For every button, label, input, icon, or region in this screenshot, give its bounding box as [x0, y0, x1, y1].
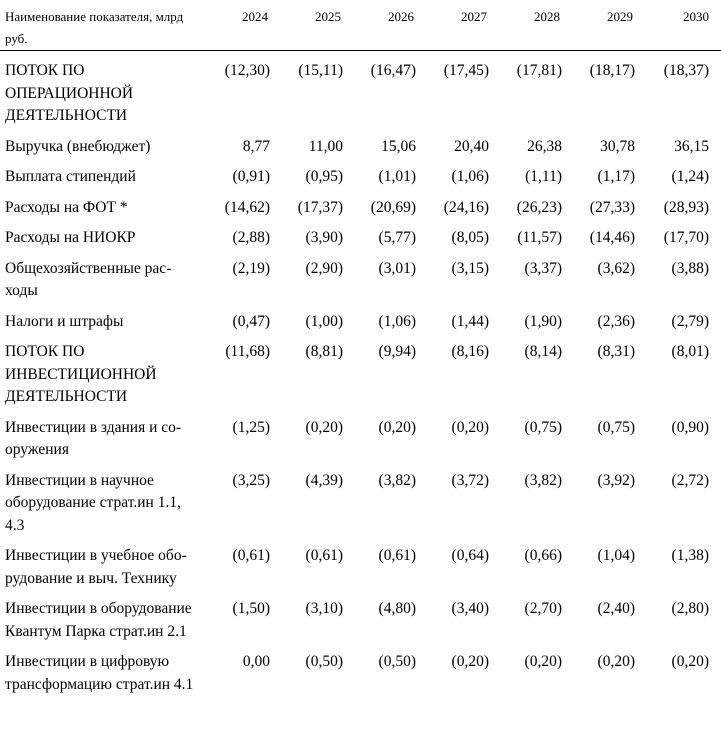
row-label: Инвестиции в учебное оборудование и выч. Технику — [5, 547, 187, 587]
value-cell-2024: (1,50) — [232, 600, 270, 617]
table-row — [0, 258, 721, 311]
value-cell-2028: 26,38 — [527, 137, 562, 155]
table-row — [0, 651, 721, 704]
value-cell-2029: 30,78 — [600, 137, 635, 155]
value-cell-2030: (1,24) — [671, 168, 709, 185]
value-cell-2029: (18,17) — [589, 62, 635, 79]
row-label: Инвестиции в цифровую трансформацию страт.ин 4.1 — [5, 653, 194, 693]
value-cell-2029: (0,20) — [597, 653, 635, 670]
row-label: Выручка (внебюджет) — [5, 137, 151, 155]
value-cell-2026: (1,01) — [378, 168, 416, 185]
table-row — [0, 470, 721, 546]
value-cell-2024: (14,62) — [224, 198, 270, 216]
value-cell-2030: (0,90) — [671, 418, 709, 436]
value-cell-2025: (1,00) — [305, 312, 343, 330]
value-cell-2028: (0,75) — [524, 418, 562, 436]
value-cell-2029: (1,17) — [597, 168, 635, 185]
value-cell-2028: (2,70) — [524, 600, 562, 617]
row-label: Общехозяйственные расходы — [5, 259, 172, 299]
table-row — [0, 311, 721, 342]
value-cell-2026: (20,69) — [370, 198, 416, 216]
value-cell-2024: (12,30) — [224, 62, 270, 79]
value-cell-2026: (3,01) — [378, 259, 416, 277]
row-label: Выплата стипендий — [5, 168, 136, 185]
value-cell-2028: (0,20) — [524, 653, 562, 670]
value-cell-2027: (1,44) — [451, 312, 489, 330]
value-cell-2024: (0,91) — [232, 168, 270, 185]
row-label: ПОТОК ПО ИНВЕСТИЦИОННОЙ ДЕЯТЕЛЬНОСТИ — [5, 343, 157, 405]
indicator-name-header: Наименование показателя, млрд руб. — [0, 0, 207, 51]
year-header-2027: 2027 — [426, 0, 499, 51]
value-cell-2030: (8,01) — [671, 343, 709, 360]
value-cell-2024: (2,88) — [232, 229, 270, 246]
table-row — [0, 166, 721, 197]
value-cell-2030: (17,70) — [663, 229, 709, 246]
year-header-2029: 2029 — [572, 0, 645, 51]
value-cell-2024: (2,19) — [232, 259, 270, 277]
value-cell-2028: (3,37) — [524, 259, 562, 277]
row-label: Инвестиции в здания и сооружения — [5, 418, 182, 458]
value-cell-2027: (24,16) — [443, 198, 489, 216]
value-cell-2026: 15,06 — [381, 137, 416, 155]
value-cell-2029: (3,92) — [597, 471, 635, 489]
table-row — [0, 197, 721, 228]
value-cell-2026: (4,80) — [378, 600, 416, 617]
value-cell-2024: (0,61) — [232, 547, 270, 564]
value-cell-2028: (1,11) — [525, 168, 562, 185]
value-cell-2029: (3,62) — [597, 259, 635, 277]
value-cell-2029: (2,40) — [597, 600, 635, 617]
value-cell-2027: (3,72) — [451, 471, 489, 489]
value-cell-2026: (0,20) — [378, 418, 416, 436]
year-header-2026: 2026 — [353, 0, 426, 51]
year-header-2024: 2024 — [207, 0, 280, 51]
value-cell-2028: (26,23) — [516, 198, 562, 216]
value-cell-2025: (0,20) — [305, 418, 343, 436]
value-cell-2030: (2,80) — [671, 600, 709, 617]
value-cell-2030: (18,37) — [663, 62, 709, 79]
value-cell-2026: (5,77) — [378, 229, 416, 246]
value-cell-2025: (8,81) — [305, 343, 343, 360]
value-cell-2028: (17,81) — [516, 62, 562, 79]
table-row — [0, 136, 721, 167]
value-cell-2025: (0,50) — [305, 653, 343, 670]
value-cell-2030: (28,93) — [663, 198, 709, 216]
value-cell-2025: (0,95) — [305, 168, 343, 185]
value-cell-2029: (27,33) — [589, 198, 635, 216]
value-cell-2024: 0,00 — [242, 653, 270, 670]
value-cell-2028: (8,14) — [524, 343, 562, 360]
table-header — [0, 0, 721, 51]
value-cell-2028: (3,82) — [524, 471, 562, 489]
value-cell-2027: (8,16) — [451, 343, 489, 360]
value-cell-2030: (3,88) — [671, 259, 709, 277]
value-cell-2028: (11,57) — [517, 229, 562, 246]
value-cell-2030: (0,20) — [671, 653, 709, 670]
value-cell-2026: (1,06) — [378, 312, 416, 330]
value-cell-2027: 20,40 — [454, 137, 489, 155]
value-cell-2029: (1,04) — [597, 547, 635, 564]
value-cell-2026: (9,94) — [378, 343, 416, 360]
value-cell-2025: (3,90) — [305, 229, 343, 246]
row-label: Инвестиции в оборудование Квантум Парка страт.ин 2.1 — [5, 600, 192, 640]
value-cell-2027: (8,05) — [451, 229, 489, 246]
value-cell-2027: (17,45) — [443, 62, 489, 79]
value-cell-2024: 8,77 — [242, 137, 270, 155]
value-cell-2030: 36,15 — [674, 137, 709, 155]
table-row — [0, 598, 721, 651]
table-body — [0, 51, 721, 705]
table-row — [0, 417, 721, 470]
value-cell-2026: (16,47) — [370, 62, 416, 79]
row-label: Инвестиции в научное оборудование страт.ин 1.1, 4.3 — [5, 471, 181, 534]
table-row — [0, 341, 721, 417]
value-cell-2025: 11,00 — [308, 137, 343, 155]
year-header-2030: 2030 — [645, 0, 721, 51]
value-cell-2029: (2,36) — [597, 312, 635, 330]
value-cell-2028: (1,90) — [524, 312, 562, 330]
value-cell-2024: (11,68) — [225, 343, 270, 360]
value-cell-2030: (2,79) — [671, 312, 709, 330]
value-cell-2024: (0,47) — [232, 312, 270, 330]
row-label: Налоги и штрафы — [5, 312, 124, 330]
value-cell-2025: (15,11) — [298, 62, 343, 79]
value-cell-2029: (14,46) — [589, 229, 635, 246]
value-cell-2027: (0,20) — [451, 653, 489, 670]
value-cell-2028: (0,66) — [524, 547, 562, 564]
value-cell-2027: (0,64) — [451, 547, 489, 564]
value-cell-2026: (3,82) — [378, 471, 416, 489]
value-cell-2024: (1,25) — [232, 418, 270, 436]
header-row — [0, 0, 721, 51]
value-cell-2027: (0,20) — [451, 418, 489, 436]
table-row — [0, 51, 721, 136]
value-cell-2030: (2,72) — [671, 471, 709, 489]
value-cell-2025: (0,61) — [305, 547, 343, 564]
value-cell-2026: (0,50) — [378, 653, 416, 670]
value-cell-2027: (1,06) — [451, 168, 489, 185]
value-cell-2025: (3,10) — [305, 600, 343, 617]
table-row — [0, 545, 721, 598]
value-cell-2025: (2,90) — [305, 259, 343, 277]
year-header-2025: 2025 — [280, 0, 353, 51]
value-cell-2024: (3,25) — [232, 471, 270, 489]
value-cell-2030: (1,38) — [671, 547, 709, 564]
value-cell-2025: (17,37) — [297, 198, 343, 216]
value-cell-2029: (0,75) — [597, 418, 635, 436]
row-label: Расходы на ФОТ * — [5, 198, 128, 216]
value-cell-2025: (4,39) — [305, 471, 343, 489]
value-cell-2026: (0,61) — [378, 547, 416, 564]
value-cell-2027: (3,15) — [451, 259, 489, 277]
row-label: ПОТОК ПО ОПЕРАЦИОННОЙ ДЕЯТЕЛЬНОСТИ — [5, 62, 134, 124]
value-cell-2027: (3,40) — [451, 600, 489, 617]
year-header-2028: 2028 — [499, 0, 572, 51]
table-row — [0, 227, 721, 258]
value-cell-2029: (8,31) — [597, 343, 635, 360]
row-label: Расходы на НИОКР — [5, 229, 136, 246]
